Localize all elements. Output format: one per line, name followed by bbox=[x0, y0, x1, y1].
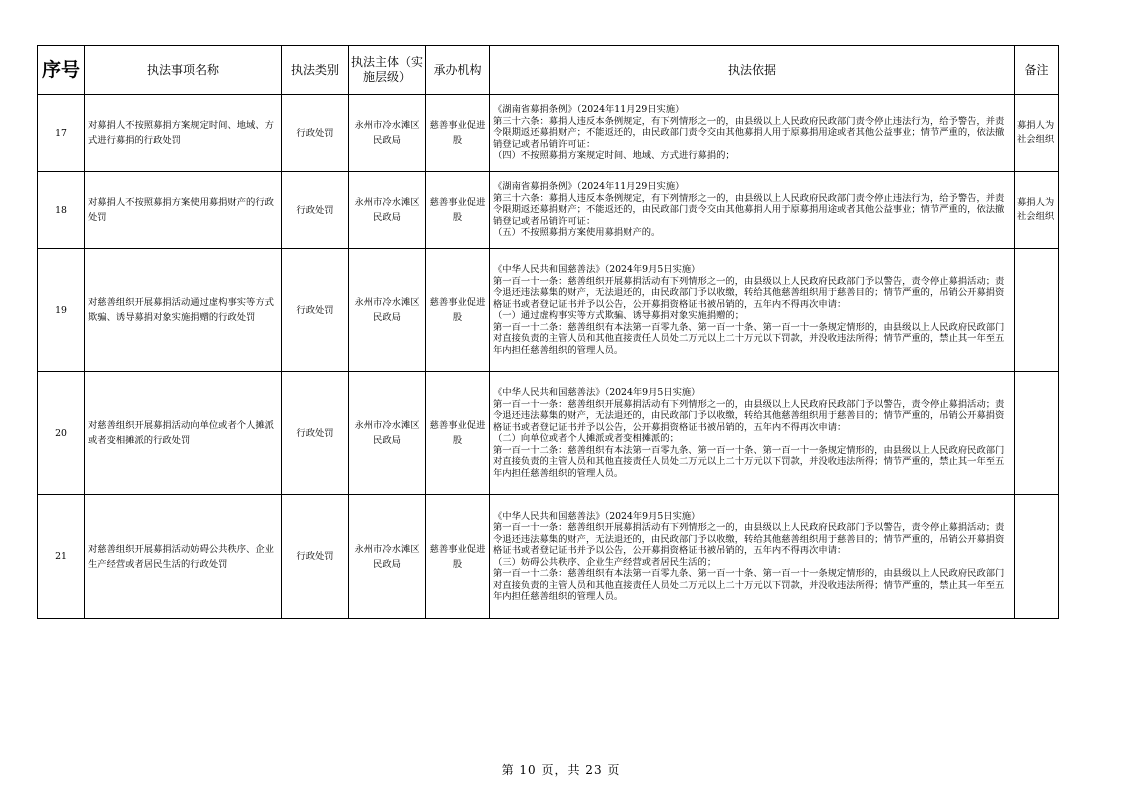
row-basis bbox=[490, 372, 1015, 495]
basis-line: 《湖南省募捐条例》（2024年11月29日实施） bbox=[493, 104, 685, 116]
basis-line: （五）不按照募捐方案使用募捐财产的。 bbox=[493, 227, 661, 239]
table-row bbox=[38, 172, 1059, 249]
row-remark bbox=[1015, 495, 1059, 619]
basis-line: 第一百一十一条：慈善组织开展募捐活动有下列情形之一的，由县级以上人民政府民政部门予以警告，责令停止募捐活动；责令退还违法募集的财产，无法退还的，由民政部门予以收缴，转给其他慈善组织用于慈善目的；情节严重的，吊销公开募捐资格证书或者登记证书并予以公告，公开募捐资格证书被吊销的，五年内不得再次申请： bbox=[493, 398, 1005, 433]
row-item-name: 对募捐人不按照募捐方案使用募捐财产的行政处罚 bbox=[85, 172, 282, 249]
row-category: 行政处罚 bbox=[282, 372, 349, 495]
basis-line: 《中华人民共和国慈善法》（2024年9月5日实施） bbox=[493, 510, 701, 522]
enforcement-items-table bbox=[37, 45, 1059, 619]
row-seq: 20 bbox=[38, 372, 85, 495]
row-subject: 永州市冷水滩区民政局 bbox=[349, 249, 426, 372]
table-row bbox=[38, 249, 1059, 372]
header-name: 执法事项名称 bbox=[85, 46, 282, 95]
basis-line: 第三十六条：募捐人违反本条例规定，有下列情形之一的，由县级以上人民政府民政部门责令停止违法行为，给予警告，并责令限期返还募捐财产；不能返还的，由民政部门责令交由其他募捐人用于原募捐用途或者其他公益事业；情节严重的，依法撤销登记或者吊销许可证： bbox=[493, 115, 1005, 150]
row-basis bbox=[490, 495, 1015, 619]
basis-line: （二）向单位或者个人摊派或者变相摊派的； bbox=[493, 433, 679, 444]
table-row bbox=[38, 495, 1059, 619]
row-seq: 21 bbox=[38, 495, 85, 619]
row-subject: 永州市冷水滩区民政局 bbox=[349, 172, 426, 249]
page-number-footer: 第 10 页，共 23 页 bbox=[501, 763, 621, 777]
row-agency: 慈善事业促进股 bbox=[426, 172, 490, 249]
row-category: 行政处罚 bbox=[282, 249, 349, 372]
header-category: 执法类别 bbox=[282, 46, 349, 95]
basis-line: 《中华人民共和国慈善法》（2024年9月5日实施） bbox=[493, 387, 701, 398]
header-remark: 备注 bbox=[1015, 46, 1059, 95]
basis-line: （三）妨碍公共秩序、企业生产经营或者居民生活的； bbox=[493, 556, 717, 568]
row-basis bbox=[490, 172, 1015, 249]
row-seq: 19 bbox=[38, 249, 85, 372]
row-agency: 慈善事业促进股 bbox=[426, 95, 490, 172]
basis-line: 《中华人民共和国慈善法》（2024年9月5日实施） bbox=[493, 264, 701, 275]
row-item-name: 对慈善组织开展募捐活动向单位或者个人摊派或者变相摊派的行政处罚 bbox=[85, 372, 282, 495]
row-remark: 募捐人为社会组织 bbox=[1015, 95, 1059, 172]
basis-line: 第一百一十二条：慈善组织有本法第一百零九条、第一百一十条、第一百一十一条规定情形的，由县级以上人民政府民政部门对直接负责的主管人员和其他直接责任人员处二万元以上二十万元以下罚款，并没收违法所得；情节严重的，禁止其一年至五年内担任慈善组织的管理人员。 bbox=[493, 444, 1005, 479]
row-agency: 慈善事业促进股 bbox=[426, 372, 490, 495]
row-subject: 永州市冷水滩区民政局 bbox=[349, 95, 426, 172]
basis-line: 第一百一十二条：慈善组织有本法第一百零九条、第一百一十条、第一百一十一条规定情形的，由县级以上人民政府民政部门对直接负责的主管人员和其他直接责任人员处二万元以上二十万元以下罚款，并没收违法所得；情节严重的，禁止其一年至五年内担任慈善组织的管理人员。 bbox=[493, 568, 1005, 602]
row-remark: 募捐人为社会组织 bbox=[1015, 172, 1059, 249]
row-category: 行政处罚 bbox=[282, 495, 349, 619]
row-remark bbox=[1015, 249, 1059, 372]
header-basis: 执法依据 bbox=[490, 46, 1015, 95]
row-subject: 永州市冷水滩区民政局 bbox=[349, 372, 426, 495]
basis-line: （四）不按照募捐方案规定时间、地域、方式进行募捐的； bbox=[493, 150, 735, 162]
basis-line: 《湖南省募捐条例》（2024年11月29日实施） bbox=[493, 181, 685, 193]
row-agency: 慈善事业促进股 bbox=[426, 495, 490, 619]
row-basis bbox=[490, 95, 1015, 172]
header-subject: 执法主体（实施层级） bbox=[349, 46, 426, 95]
row-item-name: 对慈善组织开展募捐活动通过虚构事实等方式欺骗、诱导募捐对象实施捐赠的行政处罚 bbox=[85, 249, 282, 372]
basis-line: （一）通过虚构事实等方式欺骗、诱导募捐对象实施捐赠的； bbox=[493, 310, 745, 321]
row-category: 行政处罚 bbox=[282, 172, 349, 249]
table-row bbox=[38, 372, 1059, 495]
row-item-name: 对慈善组织开展募捐活动妨碍公共秩序、企业生产经营或者居民生活的行政处罚 bbox=[85, 495, 282, 619]
row-seq: 18 bbox=[38, 172, 85, 249]
basis-line: 第一百一十二条：慈善组织有本法第一百零九条、第一百一十条、第一百一十一条规定情形的，由县级以上人民政府民政部门对直接负责的主管人员和其他直接责任人员处二万元以上二十万元以下罚款，并没收违法所得；情节严重的，禁止其一年至五年内担任慈善组织的管理人员。 bbox=[493, 321, 1005, 356]
basis-line: 第一百一十一条：慈善组织开展募捐活动有下列情形之一的，由县级以上人民政府民政部门予以警告，责令停止募捐活动；责令退还违法募集的财产，无法退还的，由民政部门予以收缴，转给其他慈善组织用于慈善目的；情节严重的，吊销公开募捐资格证书或者登记证书并予以公告，公开募捐资格证书被吊销的，五年内不得再次申请： bbox=[493, 522, 1005, 556]
row-agency: 慈善事业促进股 bbox=[426, 249, 490, 372]
basis-line: 第一百一十一条：慈善组织开展募捐活动有下列情形之一的，由县级以上人民政府民政部门予以警告，责令停止募捐活动；责令退还违法募集的财产，无法退还的，由民政部门予以收缴，转给其他慈善组织用于慈善目的；情节严重的，吊销公开募捐资格证书或者登记证书并予以公告，公开募捐资格证书被吊销的，五年内不得再次申请： bbox=[493, 275, 1005, 310]
row-seq: 17 bbox=[38, 95, 85, 172]
header-seq: 序号 bbox=[38, 46, 85, 95]
row-item-name: 对募捐人不按照募捐方案规定时间、地域、方式进行募捐的行政处罚 bbox=[85, 95, 282, 172]
table-header-row bbox=[38, 46, 1059, 95]
row-category: 行政处罚 bbox=[282, 95, 349, 172]
row-basis bbox=[490, 249, 1015, 372]
table-row bbox=[38, 95, 1059, 172]
basis-line: 第三十六条：募捐人违反本条例规定，有下列情形之一的，由县级以上人民政府民政部门责令停止违法行为，给予警告，并责令限期返还募捐财产；不能返还的，由民政部门责令交由其他募捐人用于原募捐用途或者其他公益事业；情节严重的，依法撤销登记或者吊销许可证： bbox=[493, 192, 1005, 227]
row-remark bbox=[1015, 372, 1059, 495]
header-agency: 承办机构 bbox=[426, 46, 490, 95]
row-subject: 永州市冷水滩区民政局 bbox=[349, 495, 426, 619]
